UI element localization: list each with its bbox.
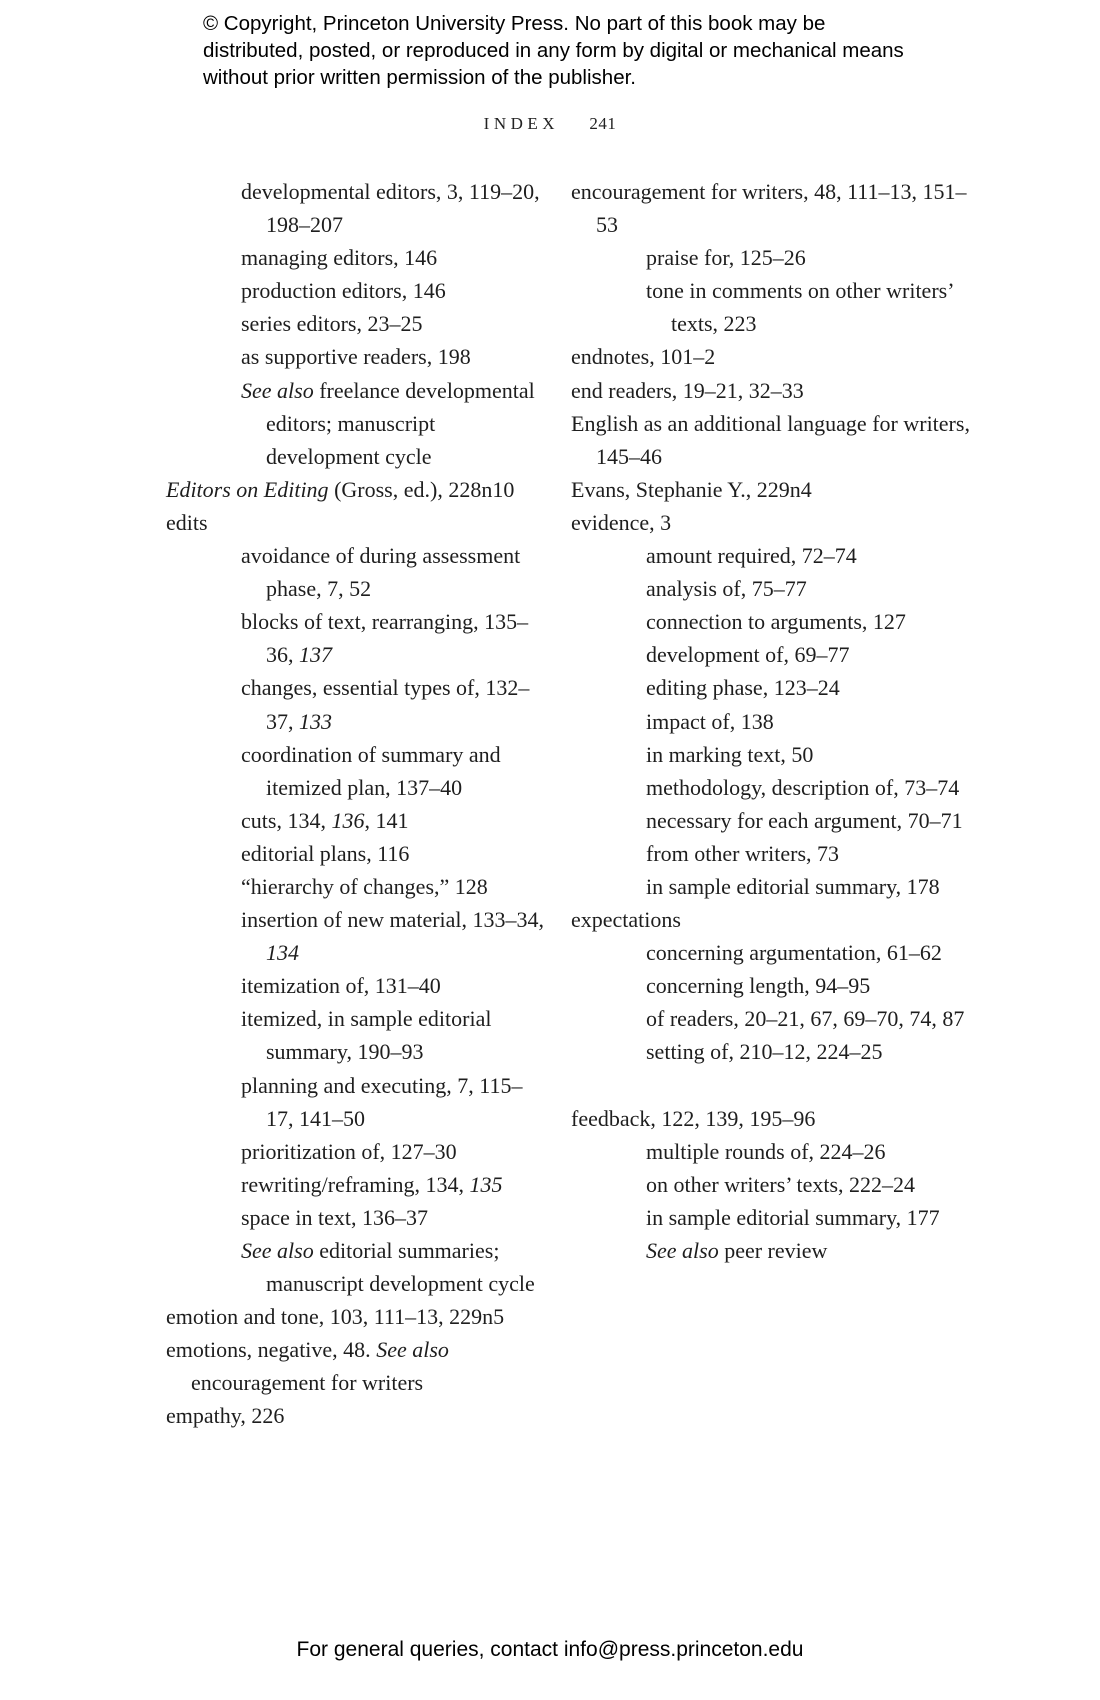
index-subentry: See also peer review — [646, 1237, 828, 1263]
copyright-notice: © Copyright, Princeton University Press. No part of this book may be distributed, posted, or reproduced in any form by digital or mechanical means without prior written permission of the publisher. — [203, 12, 904, 89]
index-entry: encouragement for writers, 48, 111–13, 151–53 — [571, 179, 967, 238]
index-subentry: in sample editorial summary, 178 — [646, 873, 940, 899]
footer-contact: For general queries, contact info@press.princeton.edu — [296, 1638, 804, 1661]
index-subentry: series editors, 23–25 — [241, 311, 423, 337]
index-subentry: connection to arguments, 127 — [646, 609, 906, 635]
index-subentry: prioritization of, 127–30 — [241, 1138, 457, 1164]
index-subentry: cuts, 134, 136, 141 — [241, 807, 409, 833]
index-subentry: developmental editors, 3, 119–20, 198–207 — [241, 179, 540, 238]
index-entry: Evans, Stephanie Y., 229n4 — [571, 476, 812, 502]
index-subentry: from other writers, 73 — [646, 840, 840, 866]
index-subentry: itemization of, 131–40 — [241, 973, 441, 999]
index-subentry: in marking text, 50 — [646, 741, 814, 767]
index-subentry: See also editorial summaries; manuscript development cycle — [241, 1238, 535, 1297]
index-subentry: production editors, 146 — [241, 278, 446, 304]
index-subentry: tone in comments on other writers’ texts, 223 — [646, 278, 953, 337]
index-subentry: avoidance of during assessment phase, 7, 52 — [241, 543, 521, 602]
index-subentry: in sample editorial summary, 177 — [646, 1204, 940, 1230]
index-subentry: amount required, 72–74 — [646, 543, 857, 569]
index-entry: empathy, 226 — [166, 1403, 285, 1429]
index-subentry: methodology, description of, 73–74 — [646, 774, 960, 800]
index-spacer — [571, 1069, 971, 1102]
index-subentry: concerning length, 94–95 — [646, 973, 871, 999]
index-subentry: on other writers’ texts, 222–24 — [646, 1171, 916, 1197]
index-subentry: blocks of text, rearranging, 135–36, 137 — [241, 609, 529, 668]
index-subentry: editing phase, 123–24 — [646, 675, 840, 701]
index-entry: evidence, 3 — [571, 509, 672, 535]
index-entry: Editors on Editing (Gross, ed.), 228n10 — [166, 476, 515, 502]
index-subentry: planning and executing, 7, 115–17, 141–50 — [241, 1072, 523, 1131]
index-entry: English as an additional language for writers, 145–46 — [571, 410, 970, 469]
index-subentry: analysis of, 75–77 — [646, 576, 807, 602]
index-entry: feedback, 122, 139, 195–96 — [571, 1105, 816, 1131]
index-subentry: development of, 69–77 — [646, 642, 850, 668]
index-subentry: See also freelance developmental editors; manuscript development cycle — [241, 377, 535, 469]
index-entry: end readers, 19–21, 32–33 — [571, 377, 804, 403]
index-entry: expectations — [571, 907, 681, 933]
index-subentry: of readers, 20–21, 67, 69–70, 74, 87 — [646, 1006, 965, 1032]
index-subentry: editorial plans, 116 — [241, 840, 410, 866]
index-subentry: as supportive readers, 198 — [241, 344, 471, 370]
index-subentry: “hierarchy of changes,” 128 — [241, 873, 488, 899]
index-subentry: coordination of summary and itemized plan, 137–40 — [241, 741, 501, 800]
index-column-left — [166, 175, 546, 1433]
page-number: 241 — [589, 114, 617, 133]
index-entry: endnotes, 101–2 — [571, 344, 716, 370]
index-column-right — [571, 175, 971, 1267]
index-subentry: concerning argumentation, 61–62 — [646, 940, 942, 966]
running-head-label: INDEX — [483, 114, 560, 133]
index-subentry: praise for, 125–26 — [646, 245, 806, 271]
index-entry: edits — [166, 509, 208, 535]
index-subentry: impact of, 138 — [646, 708, 774, 734]
index-subentry: insertion of new material, 133–34, 134 — [241, 907, 545, 966]
index-subentry: changes, essential types of, 132–37, 133 — [241, 675, 530, 734]
index-subentry: space in text, 136–37 — [241, 1204, 428, 1230]
index-subentry: multiple rounds of, 224–26 — [646, 1138, 886, 1164]
index-entry: emotion and tone, 103, 111–13, 229n5 — [166, 1304, 505, 1330]
index-subentry: rewriting/reframing, 134, 135 — [241, 1171, 503, 1197]
index-subentry: managing editors, 146 — [241, 245, 438, 271]
index-subentry: setting of, 210–12, 224–25 — [646, 1039, 883, 1065]
index-subentry: necessary for each argument, 70–71 — [646, 807, 963, 833]
running-head — [0, 114, 1100, 134]
index-subentry: itemized, in sample editorial summary, 190–93 — [241, 1006, 492, 1065]
index-entry: emotions, negative, 48. See also encouragement for writers — [166, 1337, 449, 1396]
